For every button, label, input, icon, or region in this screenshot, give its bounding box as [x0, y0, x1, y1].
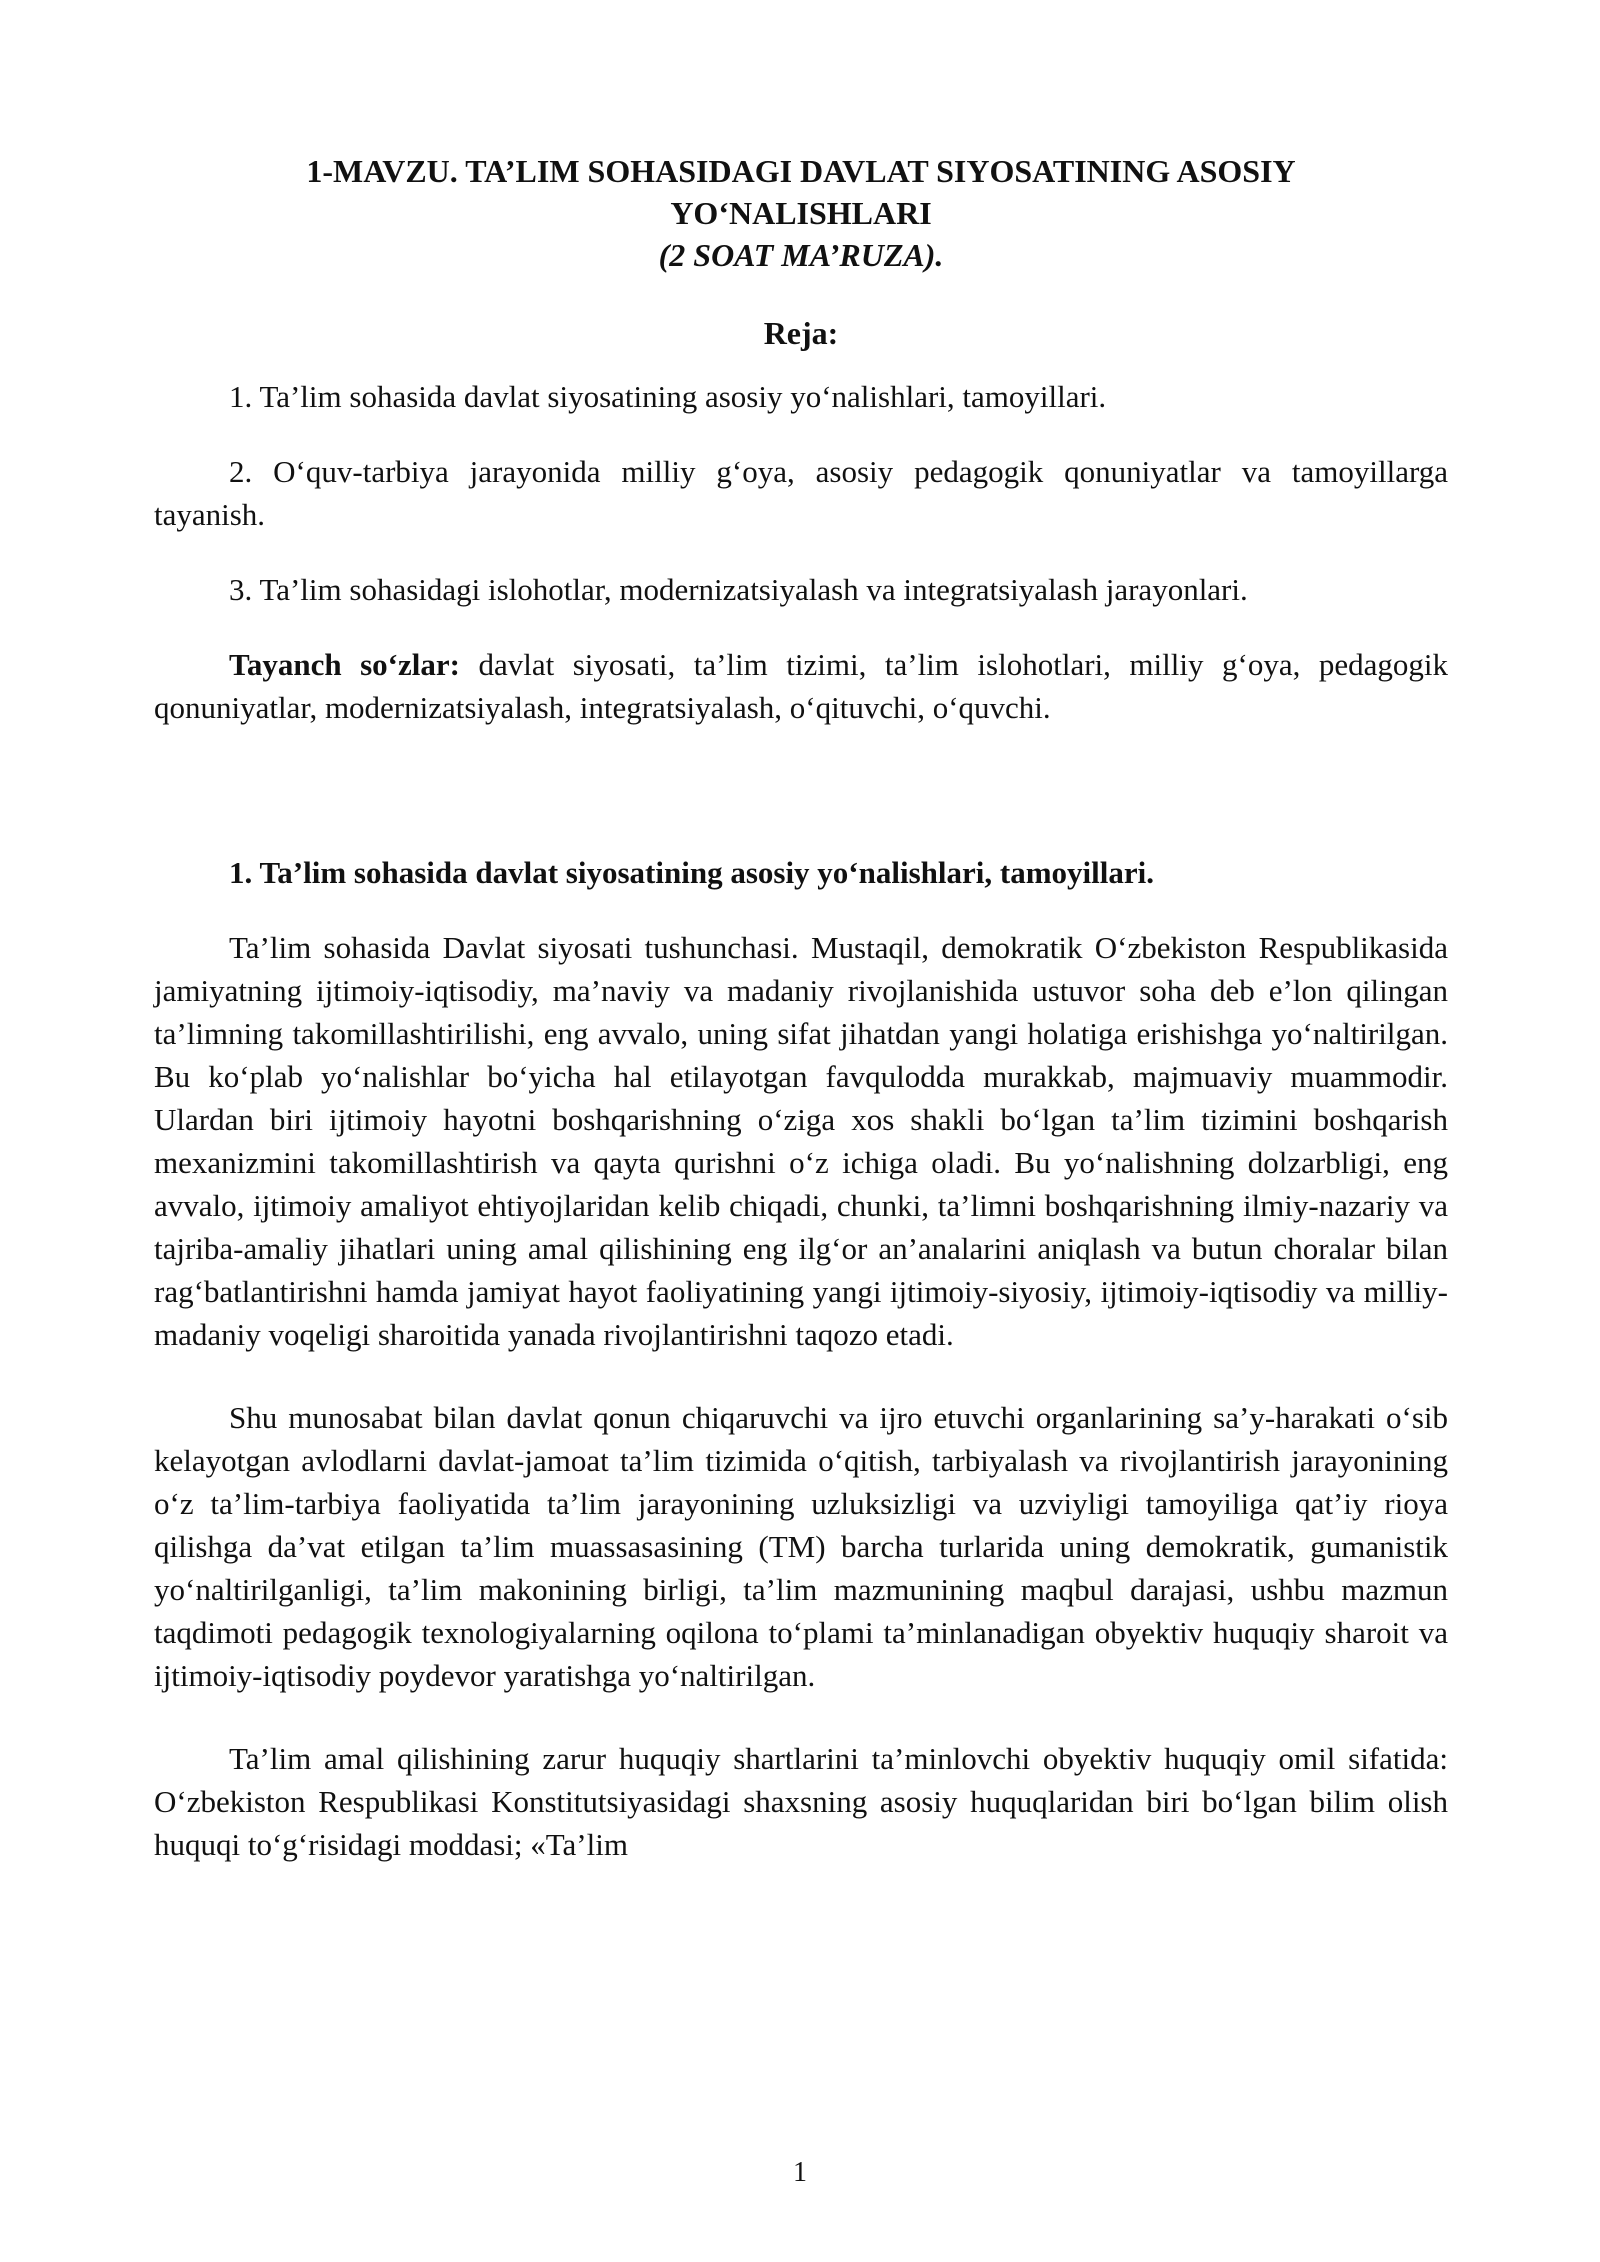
plan-item-1: 1. Ta’lim sohasida davlat siyosatining asosiy yo‘nalishlari, tamoyillari.	[229, 379, 1107, 414]
title-line-2: YO‘NALISHLARI	[670, 195, 932, 231]
plan-heading: Reja:	[763, 315, 839, 351]
document-title	[154, 150, 1448, 276]
plan-item-3: 3. Ta’lim sohasidagi islohotlar, modernizatsiyalash va integratsiyalash jarayonlari.	[229, 572, 1248, 607]
keywords-text: davlat siyosati, ta’lim tizimi, ta’lim islohotlari, milliy g‘oya, pedagogik qonuniyatlar, modernizatsiyalash, integratsiyalash, o‘qituvchi, o‘quvchi.	[154, 647, 1448, 725]
keywords-paragraph	[154, 643, 1448, 729]
title-subtitle: (2 SOAT MA’RUZA).	[658, 237, 944, 273]
document-content	[154, 150, 1448, 1866]
section-1-heading: 1. Ta’lim sohasida davlat siyosatining asosiy yo‘nalishlari, tamoyillari.	[229, 855, 1154, 890]
body-paragraph-1: Ta’lim sohasida Davlat siyosati tushunchasi. Mustaqil, demokratik O‘zbekiston Respublikasida jamiyatning ijtimoiy-iqtisodiy, ma’naviy va madaniy rivojlanishida ustuvor soha deb e’lon qilingan ta’limning takomillashtirilishi, eng avvalo, uning sifat jihatdan yangi holatiga erishishga yo‘naltirilgan. Bu ko‘plab yo‘nalishlar bo‘yicha hal etilayotgan favqulodda murakkab, majmuaviy muammodir. Ulardan biri ijtimoiy hayotni boshqarishning o‘ziga xos shakli bo‘lgan ta’lim tizimini boshqarish mexanizmini takomillashtirish va qayta qurishni o‘z ichiga oladi. Bu yo‘nalishning dolzarbligi, eng avvalo, ijtimoiy amaliyot ehtiyojlaridan kelib chiqadi, chunki, ta’limni boshqarishning ilmiy-nazariy va tajriba-amaliy jihatlari uning amal qilishining eng ilg‘or an’analarini aniqlash va butun choralar bilan rag‘batlantirishni hamda jamiyat hayot faoliyatining yangi ijtimoiy-siyosiy, ijtimoiy-iqtisodiy va milliy-madaniy voqeligi sharoitida yanada rivojlantirishni taqozo etadi.	[154, 930, 1448, 1352]
title-line-1: 1-MAVZU. TA’LIM SOHASIDAGI DAVLAT SIYOSATINING ASOSIY	[306, 153, 1296, 189]
plan-item-2: 2. O‘quv-tarbiya jarayonida milliy g‘oya, asosiy pedagogik qonuniyatlar va tamoyillarga tayanish.	[154, 454, 1448, 532]
page-number: 1	[793, 2157, 807, 2188]
body-paragraph-2: Shu munosabat bilan davlat qonun chiqaruvchi va ijro etuvchi organlarining sa’y-harakati o‘sib kelayotgan avlodlarni davlat-jamoat ta’lim tizimida o‘qitish, tarbiyalash va rivojlantirish jarayonining o‘z ta’lim-tarbiya faoliyatida ta’lim jarayonining uzluksizligi va uzviyligi tamoyiliga qat’iy rioya qilishga da’vat etilgan ta’lim muassasasining (TM) barcha turlarida uning demokratik, gumanistik yo‘naltirilganligi, ta’lim makonining birligi, ta’lim mazmunining maqbul darajasi, ushbu mazmun taqdimoti pedagogik texnologiyalarning oqilona to‘plami ta’minlanadigan obyektiv huquqiy sharoit va ijtimoiy-iqtisodiy poydevor yaratishga yo‘naltirilgan.	[154, 1400, 1448, 1693]
body-paragraph-3: Ta’lim amal qilishining zarur huquqiy shartlarini ta’minlovchi obyektiv huquqiy omil sifatida: O‘zbekiston Respublikasi Konstitutsiyasidagi shaxsning asosiy huquqlaridan biri bo‘lgan bilim olish huquqi to‘g‘risidagi moddasi; «Ta’lim	[154, 1741, 1448, 1862]
keywords-label: Tayanch so‘zlar:	[229, 647, 460, 682]
